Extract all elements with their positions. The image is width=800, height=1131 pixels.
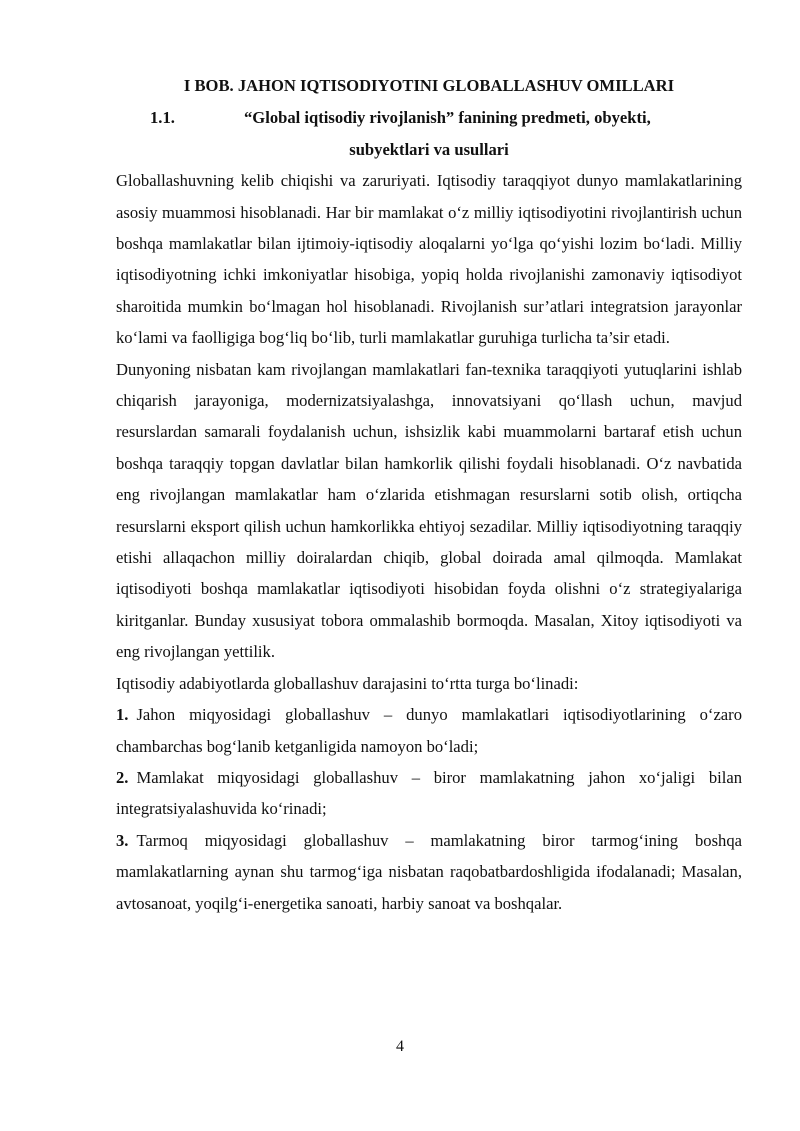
chapter-title: I BOB. JAHON IQTISODIYOTINI GLOBALLASHUV OMILLARI	[183, 76, 675, 95]
paragraph-globalization-origin: Globallashuvning kelib chiqishi va zaruriyati. Iqtisodiy taraqqiyot dunyo mamlakatlarining asosiy muammosi hisoblanadi. Har bir mamlakat o‘z milliy iqtisodiyotini rivojlantirish uchun boshqa mamlakatlar bilan ijtimoiy-iqtisodiy aloqalarni yo‘lga qo‘yishi lozim bo‘ladi. Milliy iqtisodiyotning ichki imkoniyatlar hisobiga, yopiq holda rivojlanishi zamonaviy iqtisodiyot sharoitida mumkin bo‘lmagan hol hisoblanadi. Rivojlanish sur’atlari integratsion jarayonlar ko‘lami va faolligiga bog‘liq bo‘lib, turli mamlakatlar guruhiga turlicha ta’sir etadi.	[116, 171, 742, 348]
list-item-text: Jahon miqyosidagi globallashuv – dunyo mamlakatlari iqtisodiyotlarining o‘zaro chambarchas bog‘lanib ketganligida namoyon bo‘ladi;	[116, 705, 742, 756]
section-title-line2: subyektlari va usullari	[349, 139, 509, 159]
section-title-line1: “Global iqtisodiy rivojlanish” fanining predmeti, obyekti,	[244, 108, 651, 128]
list-item-number: 1.	[116, 705, 129, 725]
list-item	[116, 825, 742, 919]
list-item-text: Tarmoq miqyosidagi globallashuv – mamlakatning biror tarmog‘ining boshqa mamlakatlarning aynan shu tarmog‘iga nisbatan raqobatbardoshligida ifodalanadi; Masalan, avtosanoat, yoqilg‘i-energetika sanoati, harbiy sanoat va boshqalar.	[116, 830, 742, 913]
section-number: 1.1.	[150, 108, 175, 128]
section-heading	[116, 102, 742, 133]
page-number: 4	[396, 1038, 404, 1055]
list-item	[116, 762, 742, 825]
list-item-number: 2.	[116, 767, 129, 787]
paragraph-developing-countries: Dunyoning nisbatan kam rivojlangan mamlakatlari fan-texnika taraqqiyoti yutuqlarini ishlab chiqarish jarayoniga, modernizatsiyalashga, innovatsiyani qo‘llash uchun, mavjud resurslardan samarali foydalanish uchun, ishsizlik kabi muammolarni bartaraf etish uchun boshqa taraqqiy topgan davlatlar bilan hamkorlik qilishi foydali hisoblanadi. O‘z navbatida eng rivojlangan mamlakatlar ham o‘zlarida etishmagan resurslarni sotib olish, ortiqcha resurslarni eksport qilish uchun hamkorlikka ehtiyoj sezadilar. Milliy iqtisodiyotning taraqqiy etishi allaqachon milliy doiralardan chiqib, global doirada amal qilmoqda. Mamlakat iqtisodiyoti boshqa mamlakatlar iqtisodiyoti hisobidan foyda olishni o‘z strategiyalariga kiritganlar. Bunday xususiyat tobora ommalashib bormoqda. Masalan, Xitoy iqtisodiyoti va eng rivojlangan yettilik.	[116, 359, 742, 662]
paragraph-globalization-levels: Iqtisodiy adabiyotlarda globallashuv darajasini to‘rtta turga bo‘linadi:	[116, 673, 579, 693]
list-item	[116, 699, 742, 762]
list-item-number: 3.	[116, 830, 129, 850]
list-item-text: Mamlakat miqyosidagi globallashuv – biror mamlakatning jahon xo‘jaligi bilan integratsiyalashuvida ko‘rinadi;	[116, 767, 742, 819]
page-content	[116, 70, 742, 919]
